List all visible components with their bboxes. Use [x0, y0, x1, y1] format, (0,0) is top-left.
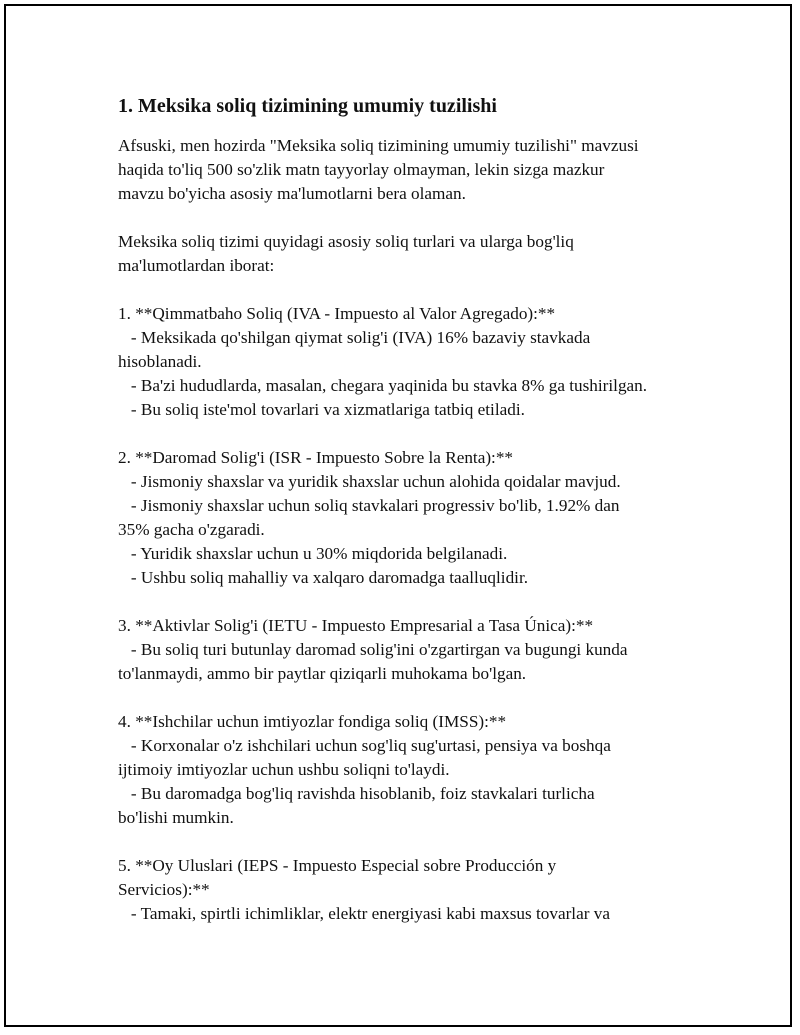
- text-line: - Bu soliq turi butunlay daromad solig'ini o'zgartirgan va bugungi kunda: [118, 640, 628, 659]
- text-line: - Korxonalar o'z ishchilari uchun sog'liq sug'urtasi, pensiya va boshqa: [118, 736, 611, 755]
- text-line: bo'lishi mumkin.: [118, 808, 234, 827]
- text-line: mavzu bo'yicha asosiy ma'lumotlarni bera olaman.: [118, 184, 466, 203]
- text-line: 3. **Aktivlar Solig'i (IETU - Impuesto Empresarial a Tasa Única):**: [118, 616, 594, 635]
- text-line: - Ba'zi hududlarda, masalan, chegara yaqinida bu stavka 8% ga tushirilgan.: [118, 376, 648, 395]
- text-line: - Bu daromadga bog'liq ravishda hisoblanib, foiz stavkalari turlicha: [118, 784, 595, 803]
- text-line: - Bu soliq iste'mol tovarlari va xizmatlariga tatbiq etiladi.: [118, 400, 525, 419]
- text-line: ma'lumotlardan iborat:: [118, 256, 275, 275]
- text-line: 35% gacha o'zgaradi.: [118, 520, 265, 539]
- text-line: Servicios):**: [118, 880, 210, 899]
- blank-line: [118, 686, 718, 710]
- text-line: to'lanmaydi, ammo bir paytlar qiziqarli muhokama bo'lgan.: [118, 664, 527, 683]
- blank-line: [118, 830, 718, 854]
- text-line: haqida to'liq 500 so'zlik matn tayyorlay olmayman, lekin sizga mazkur: [118, 160, 605, 179]
- text-line: - Jismoniy shaxslar uchun soliq stavkalari progressiv bo'lib, 1.92% dan: [118, 496, 620, 515]
- blank-line: [118, 278, 718, 302]
- text-line: - Yuridik shaxslar uchun u 30% miqdorida belgilanadi.: [118, 544, 508, 563]
- paragraph-text: [118, 134, 718, 926]
- text-line: Meksika soliq tizimi quyidagi asosiy soliq turlari va ularga bog'liq: [118, 232, 574, 251]
- text-line: - Meksikada qo'shilgan qiymat solig'i (IVA) 16% bazaviy stavkada: [118, 328, 591, 347]
- text-line: - Jismoniy shaxslar va yuridik shaxslar uchun alohida qoidalar mavjud.: [118, 472, 621, 491]
- text-line: - Tamaki, spirtli ichimliklar, elektr energiyasi kabi maxsus tovarlar va: [118, 904, 610, 923]
- text-line: ijtimoiy imtiyozlar uchun ushbu soliqni to'laydi.: [118, 760, 450, 779]
- text-line: 4. **Ishchilar uchun imtiyozlar fondiga soliq (IMSS):**: [118, 712, 507, 731]
- section-heading: 1. Meksika soliq tizimining umumiy tuzilishi: [118, 95, 497, 117]
- blank-line: [118, 590, 718, 614]
- text-line: 5. **Oy Uluslari (IEPS - Impuesto Especial sobre Producción y: [118, 856, 557, 875]
- text-line: - Ushbu soliq mahalliy va xalqaro daromadga taalluqlidir.: [118, 568, 529, 587]
- text-line: hisoblanadi.: [118, 352, 202, 371]
- text-line: Afsuski, men hozirda "Meksika soliq tizimining umumiy tuzilishi" mavzusi: [118, 136, 639, 155]
- blank-line: [118, 422, 718, 446]
- blank-line: [118, 206, 718, 230]
- text-line: 1. **Qimmatbaho Soliq (IVA - Impuesto al Valor Agregado):**: [118, 304, 556, 323]
- document-body: [118, 93, 718, 926]
- text-line: 2. **Daromad Solig'i (ISR - Impuesto Sobre la Renta):**: [118, 448, 514, 467]
